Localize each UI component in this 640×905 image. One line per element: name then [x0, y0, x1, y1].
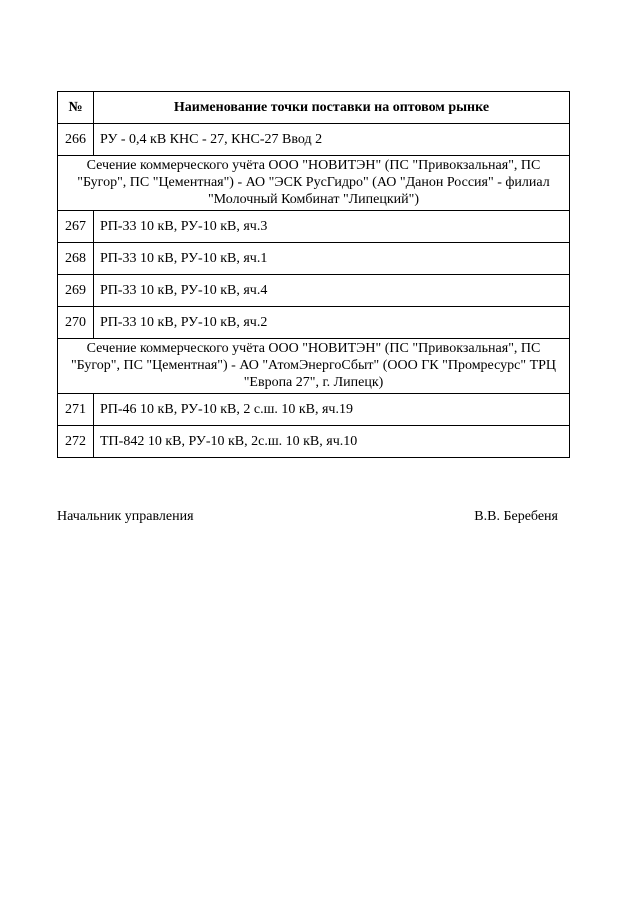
- table-row: [58, 307, 570, 339]
- table-row: [58, 211, 570, 243]
- row-name: РП-33 10 кВ, РУ-10 кВ, яч.1: [94, 243, 570, 275]
- table-row: [58, 275, 570, 307]
- section-row: [58, 156, 570, 211]
- row-name: ТП-842 10 кВ, РУ-10 кВ, 2с.ш. 10 кВ, яч.10: [94, 426, 570, 458]
- row-number: 266: [58, 124, 94, 156]
- table-row: [58, 394, 570, 426]
- signature-name: В.В. Беребеня: [474, 509, 558, 524]
- signature-position: Начальник управления: [57, 509, 194, 524]
- column-header-number: №: [58, 92, 94, 124]
- row-number: 272: [58, 426, 94, 458]
- row-number: 270: [58, 307, 94, 339]
- row-name: РУ - 0,4 кВ КНС - 27, КНС-27 Ввод 2: [94, 124, 570, 156]
- table-row: [58, 243, 570, 275]
- row-name: РП-33 10 кВ, РУ-10 кВ, яч.3: [94, 211, 570, 243]
- row-name: РП-46 10 кВ, РУ-10 кВ, 2 с.ш. 10 кВ, яч.19: [94, 394, 570, 426]
- section-title: Сечение коммерческого учёта ООО "НОВИТЭН" (ПС "Привокзальная", ПС "Бугор", ПС "Цементная") - АО "АтомЭнергоСбыт" (ООО ГК "Промресурс" ТРЦ "Европа 27", г. Липецк): [58, 339, 570, 394]
- row-number: 269: [58, 275, 94, 307]
- row-name: РП-33 10 кВ, РУ-10 кВ, яч.4: [94, 275, 570, 307]
- row-name: РП-33 10 кВ, РУ-10 кВ, яч.2: [94, 307, 570, 339]
- delivery-points-table: [57, 91, 570, 458]
- row-number: 267: [58, 211, 94, 243]
- row-number: 268: [58, 243, 94, 275]
- table-header-row: [58, 92, 570, 124]
- table-row: [58, 124, 570, 156]
- section-title: Сечение коммерческого учёта ООО "НОВИТЭН" (ПС "Привокзальная", ПС "Бугор", ПС "Цементная") - АО "ЭСК РусГидро" (АО "Данон Россия" - филиал "Молочный Комбинат "Липецкий"): [58, 156, 570, 211]
- table-row: [58, 426, 570, 458]
- section-row: [58, 339, 570, 394]
- column-header-name: Наименование точки поставки на оптовом рынке: [94, 92, 570, 124]
- row-number: 271: [58, 394, 94, 426]
